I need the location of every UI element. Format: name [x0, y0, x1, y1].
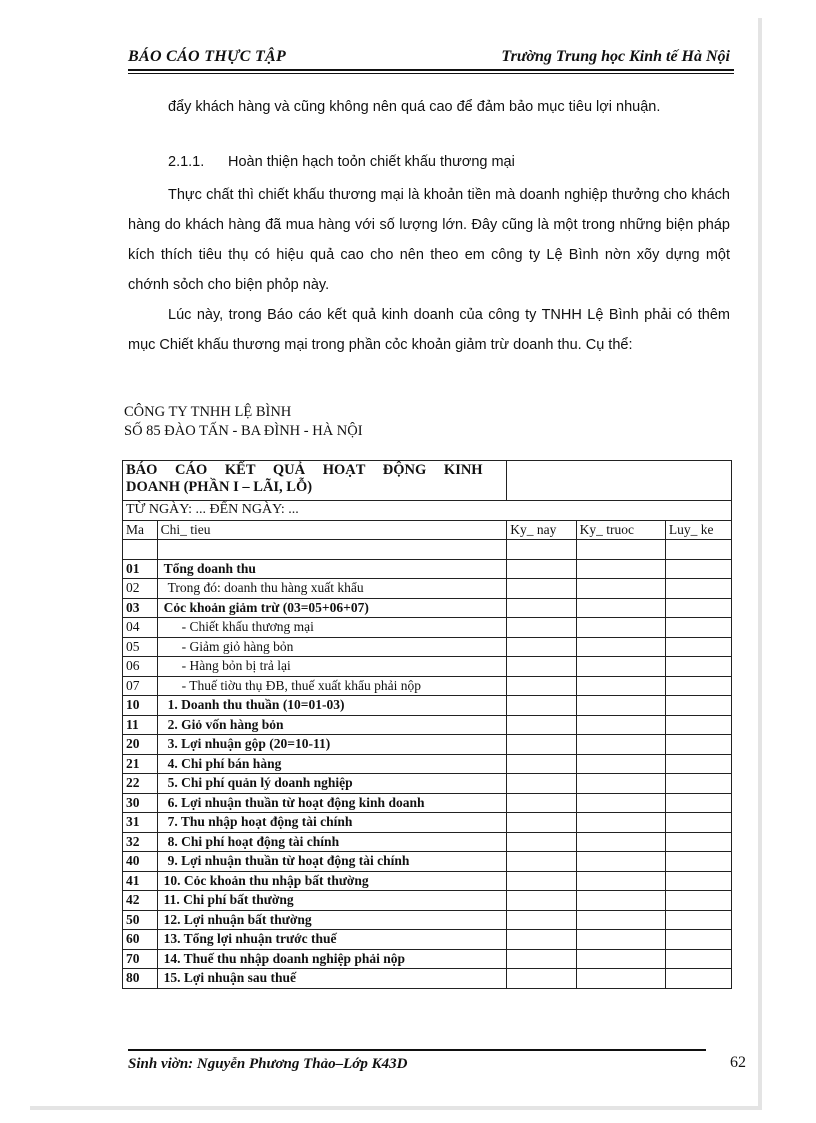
table-row: [123, 969, 732, 989]
table-row: [123, 579, 732, 599]
column-header-ma: Ma: [123, 520, 158, 540]
row-value-ky-truoc: [576, 754, 665, 774]
table-row: [123, 813, 732, 833]
table-row: [123, 754, 732, 774]
row-code: 06: [123, 657, 158, 677]
row-code: 40: [123, 852, 158, 872]
report-title-blank: [507, 461, 732, 501]
row-code: 10: [123, 696, 158, 716]
page-number: 62: [730, 1054, 746, 1071]
row-value-ky-nay: [507, 891, 576, 911]
company-address: SỐ 85 ĐÀO TẤN - BA ĐÌNH - HÀ NỘI: [124, 423, 363, 439]
row-value-ky-nay: [507, 832, 576, 852]
header-rule-thin: [128, 73, 734, 74]
row-value-ky-nay: [507, 949, 576, 969]
column-header-luy-ke: Luy_ ke: [665, 520, 731, 540]
table-row: [123, 910, 732, 930]
table-row: [123, 891, 732, 911]
table-row: [123, 735, 732, 755]
row-value-luy-ke: [665, 598, 731, 618]
row-code: 07: [123, 676, 158, 696]
row-label: 14. Thuế thu nhập doanh nghiệp phải nộp: [157, 949, 507, 969]
row-value-ky-truoc: [576, 540, 665, 560]
row-value-ky-nay: [507, 910, 576, 930]
row-value-ky-nay: [507, 618, 576, 638]
row-code: 11: [123, 715, 158, 735]
row-label: Trong đó: doanh thu hàng xuất khẩu: [157, 579, 507, 599]
row-label: Tổng doanh thu: [157, 559, 507, 579]
row-code: 42: [123, 891, 158, 911]
row-label: 15. Lợi nhuận sau thuế: [157, 969, 507, 989]
table-row: [123, 657, 732, 677]
row-code: 30: [123, 793, 158, 813]
paragraph-2: Thực chất thì chiết khấu thương mại là khoản tiền mà doanh nghiệp thưởng cho khách hàng do khách hàng đã mua hàng với số lượng lớn. Đây cũng là một trong những biện pháp kích thích tiêu thụ có hiệu quả cao cho nên theo em công ty Lệ Bình nờn xõy dựng một chớnh sỏch cho biện phỏp này.: [128, 187, 730, 293]
table-row: [123, 559, 732, 579]
report-title: [123, 461, 507, 501]
row-value-ky-truoc: [576, 969, 665, 989]
row-value-luy-ke: [665, 676, 731, 696]
row-value-ky-nay: [507, 696, 576, 716]
row-value-ky-nay: [507, 930, 576, 950]
row-value-ky-truoc: [576, 579, 665, 599]
table-row: [123, 540, 732, 560]
page-shadow-right: [758, 18, 762, 1108]
row-value-ky-nay: [507, 852, 576, 872]
row-value-ky-nay: [507, 774, 576, 794]
row-value-ky-truoc: [576, 598, 665, 618]
row-value-luy-ke: [665, 637, 731, 657]
table-row: [123, 715, 732, 735]
row-value-luy-ke: [665, 559, 731, 579]
footer-rule: [128, 1049, 706, 1051]
row-value-luy-ke: [665, 696, 731, 716]
row-value-ky-truoc: [576, 832, 665, 852]
row-label: 2. Giỏ vốn hàng bỏn: [157, 715, 507, 735]
row-value-luy-ke: [665, 910, 731, 930]
row-label: - Giảm giỏ hàng bỏn: [157, 637, 507, 657]
row-code: 04: [123, 618, 158, 638]
row-value-ky-nay: [507, 540, 576, 560]
row-value-luy-ke: [665, 540, 731, 560]
row-value-ky-truoc: [576, 735, 665, 755]
row-value-ky-nay: [507, 715, 576, 735]
row-label: 3. Lợi nhuận gộp (20=10-11): [157, 735, 507, 755]
row-value-luy-ke: [665, 579, 731, 599]
row-value-ky-truoc: [576, 813, 665, 833]
row-value-ky-nay: [507, 657, 576, 677]
company-name: CÔNG TY TNHH LỆ BÌNH: [124, 404, 292, 420]
table-row: [123, 832, 732, 852]
table-row: [123, 598, 732, 618]
row-value-ky-truoc: [576, 676, 665, 696]
row-value-ky-nay: [507, 871, 576, 891]
row-code: 60: [123, 930, 158, 950]
row-label: Cỏc khoản giảm trừ (03=05+06+07): [157, 598, 507, 618]
row-code: 03: [123, 598, 158, 618]
row-value-ky-nay: [507, 969, 576, 989]
header-right-school: Trường Trung học Kinh tế Hà Nội: [501, 48, 730, 65]
row-code: 02: [123, 579, 158, 599]
row-value-ky-nay: [507, 754, 576, 774]
section-number: 2.1.1.: [168, 154, 205, 170]
row-label: [157, 540, 507, 560]
row-value-ky-nay: [507, 793, 576, 813]
report-date-row: [123, 501, 732, 521]
row-value-ky-nay: [507, 637, 576, 657]
row-label: 11. Chi phí bất thường: [157, 891, 507, 911]
report-title-line-1: BÁO CÁO KẾT QUẢ HOẠT ĐỘNG KINH: [126, 462, 483, 478]
row-value-luy-ke: [665, 774, 731, 794]
row-value-ky-truoc: [576, 715, 665, 735]
row-label: 1. Doanh thu thuần (10=01-03): [157, 696, 507, 716]
row-value-ky-truoc: [576, 871, 665, 891]
report-title-line-2: DOANH (PHẦN I – LÃI, LỖ): [126, 479, 313, 495]
row-value-luy-ke: [665, 715, 731, 735]
footer-student: Sinh viờn: Nguyễn Phương Thảo–Lớp K43D: [128, 1056, 408, 1072]
row-value-ky-nay: [507, 813, 576, 833]
row-label: - Hàng bỏn bị trả lại: [157, 657, 507, 677]
row-value-luy-ke: [665, 754, 731, 774]
row-code: 41: [123, 871, 158, 891]
row-label: 12. Lợi nhuận bất thường: [157, 910, 507, 930]
row-value-luy-ke: [665, 832, 731, 852]
row-value-luy-ke: [665, 852, 731, 872]
row-value-ky-truoc: [576, 930, 665, 950]
row-label: 10. Cỏc khoản thu nhập bất thường: [157, 871, 507, 891]
row-value-luy-ke: [665, 871, 731, 891]
row-code: 31: [123, 813, 158, 833]
row-label: - Chiết khấu thương mại: [157, 618, 507, 638]
row-value-ky-truoc: [576, 696, 665, 716]
column-header-chi-tieu: Chi_ tieu: [157, 520, 507, 540]
table-row: [123, 930, 732, 950]
row-label: 13. Tổng lợi nhuận trước thuế: [157, 930, 507, 950]
table-row: [123, 618, 732, 638]
report-date-range: TỪ NGÀY: ... ĐẾN NGÀY: ...: [123, 501, 732, 521]
row-label: 6. Lợi nhuận thuần từ hoạt động kinh doanh: [157, 793, 507, 813]
row-code: 21: [123, 754, 158, 774]
row-label: 9. Lợi nhuận thuần từ hoạt động tài chính: [157, 852, 507, 872]
row-value-ky-truoc: [576, 852, 665, 872]
row-value-ky-truoc: [576, 559, 665, 579]
row-value-luy-ke: [665, 891, 731, 911]
row-code: 05: [123, 637, 158, 657]
table-row: [123, 696, 732, 716]
row-code: 32: [123, 832, 158, 852]
row-value-ky-truoc: [576, 793, 665, 813]
row-code: 22: [123, 774, 158, 794]
table-row: [123, 637, 732, 657]
row-label: 4. Chi phí bán hàng: [157, 754, 507, 774]
section-title: Hoàn thiện hạch toỏn chiết khấu thương mại: [228, 154, 515, 170]
row-value-ky-truoc: [576, 774, 665, 794]
row-code: 20: [123, 735, 158, 755]
row-label: 5. Chi phí quản lý doanh nghiệp: [157, 774, 507, 794]
report-header-row: [123, 520, 732, 540]
table-row: [123, 949, 732, 969]
row-value-ky-truoc: [576, 657, 665, 677]
paragraph-3: Lúc này, trong Báo cáo kết quả kinh doanh của công ty TNHH Lệ Bình phải có thêm mục Chiết khấu thương mại trong phần cỏc khoản giảm trừ doanh thu. Cụ thể:: [128, 307, 730, 353]
section-heading: [168, 154, 515, 170]
row-code: 80: [123, 969, 158, 989]
row-value-ky-truoc: [576, 891, 665, 911]
row-value-ky-truoc: [576, 637, 665, 657]
row-code: 01: [123, 559, 158, 579]
table-row: [123, 774, 732, 794]
row-code: [123, 540, 158, 560]
row-value-luy-ke: [665, 618, 731, 638]
table-row: [123, 871, 732, 891]
row-value-luy-ke: [665, 969, 731, 989]
header-rule: [128, 69, 734, 71]
row-value-ky-nay: [507, 598, 576, 618]
row-value-ky-truoc: [576, 949, 665, 969]
row-label: - Thuế tiờu thụ ĐB, thuế xuất khẩu phải nộp: [157, 676, 507, 696]
row-label: 8. Chi phí hoạt động tài chính: [157, 832, 507, 852]
income-report-table: [122, 460, 732, 989]
row-value-luy-ke: [665, 793, 731, 813]
row-code: 50: [123, 910, 158, 930]
page-shadow-bottom: [30, 1106, 762, 1110]
row-value-ky-truoc: [576, 910, 665, 930]
row-value-ky-nay: [507, 735, 576, 755]
row-value-luy-ke: [665, 949, 731, 969]
table-row: [123, 676, 732, 696]
report-title-row: [123, 461, 732, 501]
column-header-ky-truoc: Ky_ truoc: [576, 520, 665, 540]
row-value-luy-ke: [665, 735, 731, 755]
row-value-luy-ke: [665, 813, 731, 833]
paragraph-1: đẩy khách hàng và cũng không nên quá cao để đảm bảo mục tiêu lợi nhuận.: [168, 99, 661, 115]
row-value-ky-nay: [507, 559, 576, 579]
column-header-ky-nay: Ky_ nay: [507, 520, 576, 540]
row-value-ky-nay: [507, 676, 576, 696]
row-value-ky-truoc: [576, 618, 665, 638]
table-row: [123, 793, 732, 813]
row-value-luy-ke: [665, 930, 731, 950]
table-row: [123, 852, 732, 872]
row-value-ky-nay: [507, 579, 576, 599]
row-code: 70: [123, 949, 158, 969]
row-value-luy-ke: [665, 657, 731, 677]
row-label: 7. Thu nhập hoạt động tài chính: [157, 813, 507, 833]
header-left-title: BÁO CÁO THỰC TẬP: [128, 48, 287, 65]
